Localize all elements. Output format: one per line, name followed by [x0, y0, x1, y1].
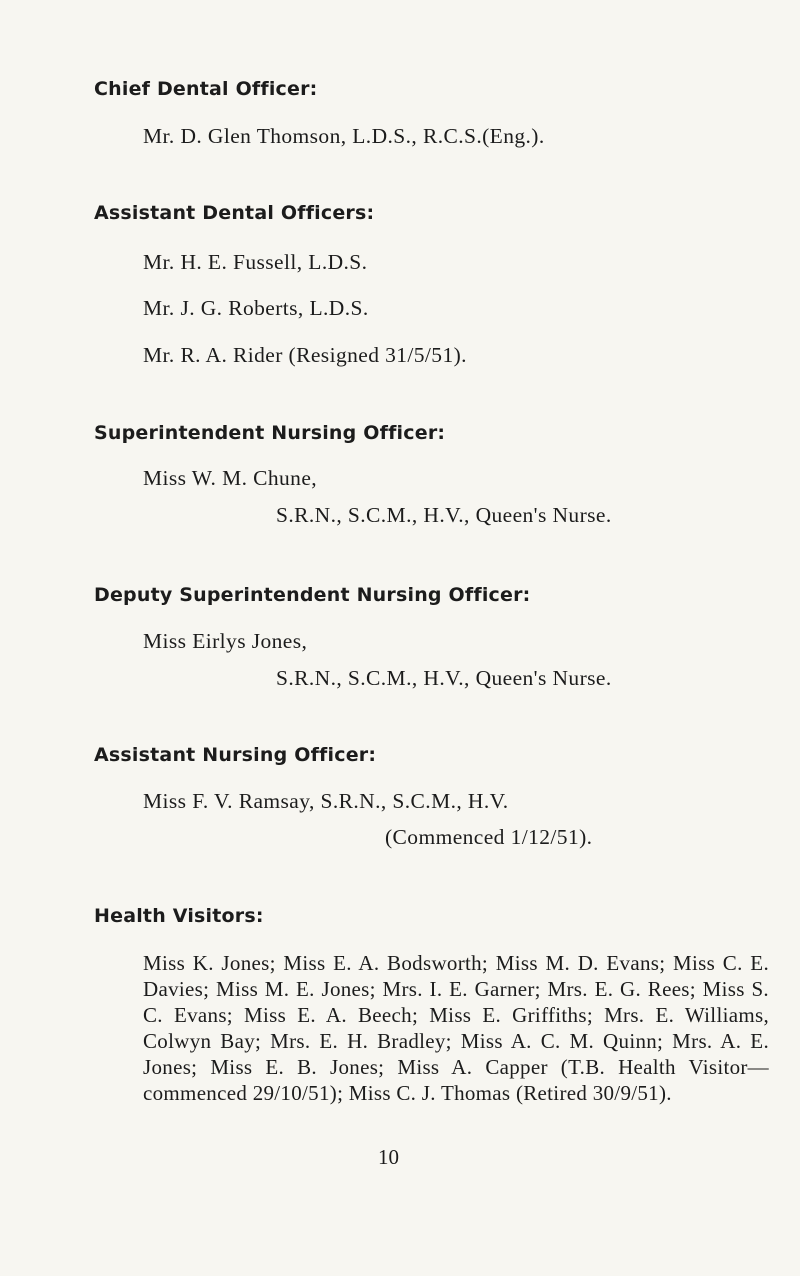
assistant-nursing-officer-name: Miss F. V. Ramsay, S.R.N., S.C.M., H.V. — [143, 789, 509, 813]
superintendent-nursing-officer-heading: Superintendent Nursing Officer: — [94, 422, 446, 444]
assistant-dental-officers-heading: Assistant Dental Officers: — [94, 202, 375, 224]
superintendent-qualifications: S.R.N., S.C.M., H.V., Queen's Nurse. — [276, 503, 612, 527]
page-number: 10 — [378, 1145, 399, 1169]
assistant-dental-officer-2: Mr. J. G. Roberts, L.D.S. — [143, 296, 369, 320]
deputy-superintendent-qualifications: S.R.N., S.C.M., H.V., Queen's Nurse. — [276, 666, 612, 690]
assistant-nursing-officer-note: (Commenced 1/12/51). — [385, 825, 593, 849]
health-visitors-list: Miss K. Jones; Miss E. A. Bodsworth; Miss M. D. Evans; Miss C. E. Davies; Miss M. E. Jones; Mrs. I. E. Garner; Mrs. E. G. Rees; Miss S. C. Evans; Miss E. A. Beech; Miss E. Griffiths; Mrs. E. Williams, Colwyn Bay; Mrs. E. H. Bradley; Miss A. C. M. Quinn; Mrs. A. E. Jones; Miss E. B. Jones; Miss A. Capper (T.B. Health Visitor— commenced 29/10/51); Miss C. J. Thomas (Retired 30/9/51). — [143, 951, 769, 1105]
deputy-superintendent-heading: Deputy Superintendent Nursing Officer: — [94, 584, 531, 606]
superintendent-name: Miss W. M. Chune, — [143, 466, 318, 490]
assistant-dental-officer-3: Mr. R. A. Rider (Resigned 31/5/51). — [143, 343, 467, 367]
health-visitors-heading: Health Visitors: — [94, 905, 264, 927]
chief-dental-officer-name: Mr. D. Glen Thomson, L.D.S., R.C.S.(Eng.). — [143, 124, 545, 148]
assistant-dental-officer-1: Mr. H. E. Fussell, L.D.S. — [143, 250, 368, 274]
chief-dental-officer-heading: Chief Dental Officer: — [94, 78, 318, 100]
deputy-superintendent-name: Miss Eirlys Jones, — [143, 629, 308, 653]
assistant-nursing-officer-heading: Assistant Nursing Officer: — [94, 744, 377, 766]
